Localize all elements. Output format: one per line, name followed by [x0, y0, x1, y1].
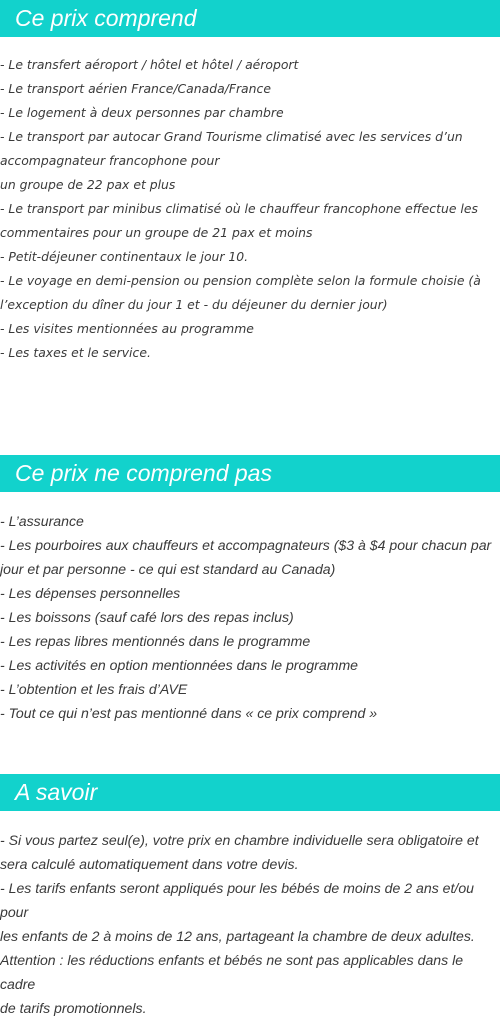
list-line: - Si vous partez seul(e), votre prix en chambre individuelle sera obligatoire et	[0, 832, 479, 848]
list-line: - Le transfert aéroport / hôtel et hôtel / aéroport	[0, 57, 299, 72]
list-line: accompagnateur francophone pour	[0, 153, 220, 168]
list-line: - Les activités en option mentionnées dans le programme	[0, 657, 359, 673]
list-line: commentaires pour un groupe de 21 pax et moins	[0, 225, 313, 240]
list-line: - Le transport aérien France/Canada/France	[0, 81, 271, 96]
list-line: jour et par personne - ce qui est standard au Canada)	[0, 561, 336, 577]
list-line: - Les visites mentionnées au programme	[0, 321, 254, 336]
not-included-list	[0, 509, 500, 725]
list-line: - Les boissons (sauf café lors des repas inclus)	[0, 609, 294, 625]
list-line: - Le voyage en demi-pension ou pension complète selon la formule choisie (à	[0, 273, 481, 288]
list-line: sera calculé automatiquement dans votre devis.	[0, 856, 299, 872]
list-line: - Tout ce qui n’est pas mentionné dans « ce prix comprend »	[0, 705, 378, 721]
section-header-not-included	[0, 455, 500, 492]
section-title-not-included: Ce prix ne comprend pas	[15, 460, 272, 486]
list-line: - Les dépenses personnelles	[0, 585, 181, 601]
section-header-good-to-know	[0, 774, 500, 811]
good-to-know-list	[0, 828, 500, 1020]
section-header-included	[0, 0, 500, 37]
section-title-included: Ce prix comprend	[15, 5, 197, 31]
list-line: les enfants de 2 à moins de 12 ans, partageant la chambre de deux adultes.	[0, 928, 475, 944]
section-title-good-to-know: A savoir	[15, 779, 98, 805]
included-list	[0, 53, 500, 365]
list-line: - Le transport par autocar Grand Tourisme climatisé avec les services d’un	[0, 129, 463, 144]
list-line: Attention : les réductions enfants et bébés ne sont pas applicables dans le cadre	[0, 952, 464, 992]
list-line: l’exception du dîner du jour 1 et - du déjeuner du dernier jour)	[0, 297, 388, 312]
list-line: de tarifs promotionnels.	[0, 1000, 147, 1016]
list-line: - Petit-déjeuner continentaux le jour 10.	[0, 249, 249, 264]
list-line: - Le transport par minibus climatisé où le chauffeur francophone effectue les	[0, 201, 478, 216]
list-line: - L’obtention et les frais d’AVE	[0, 681, 188, 697]
list-line: - Les repas libres mentionnés dans le programme	[0, 633, 311, 649]
list-line: un groupe de 22 pax et plus	[0, 177, 176, 192]
list-line: - Les pourboires aux chauffeurs et accompagnateurs ($3 à $4 pour chacun par	[0, 537, 492, 553]
list-line: - Les taxes et le service.	[0, 345, 151, 360]
list-line: - Les tarifs enfants seront appliqués pour les bébés de moins de 2 ans et/ou pour	[0, 880, 474, 920]
list-line: - L’assurance	[0, 513, 84, 529]
list-line: - Le logement à deux personnes par chambre	[0, 105, 284, 120]
